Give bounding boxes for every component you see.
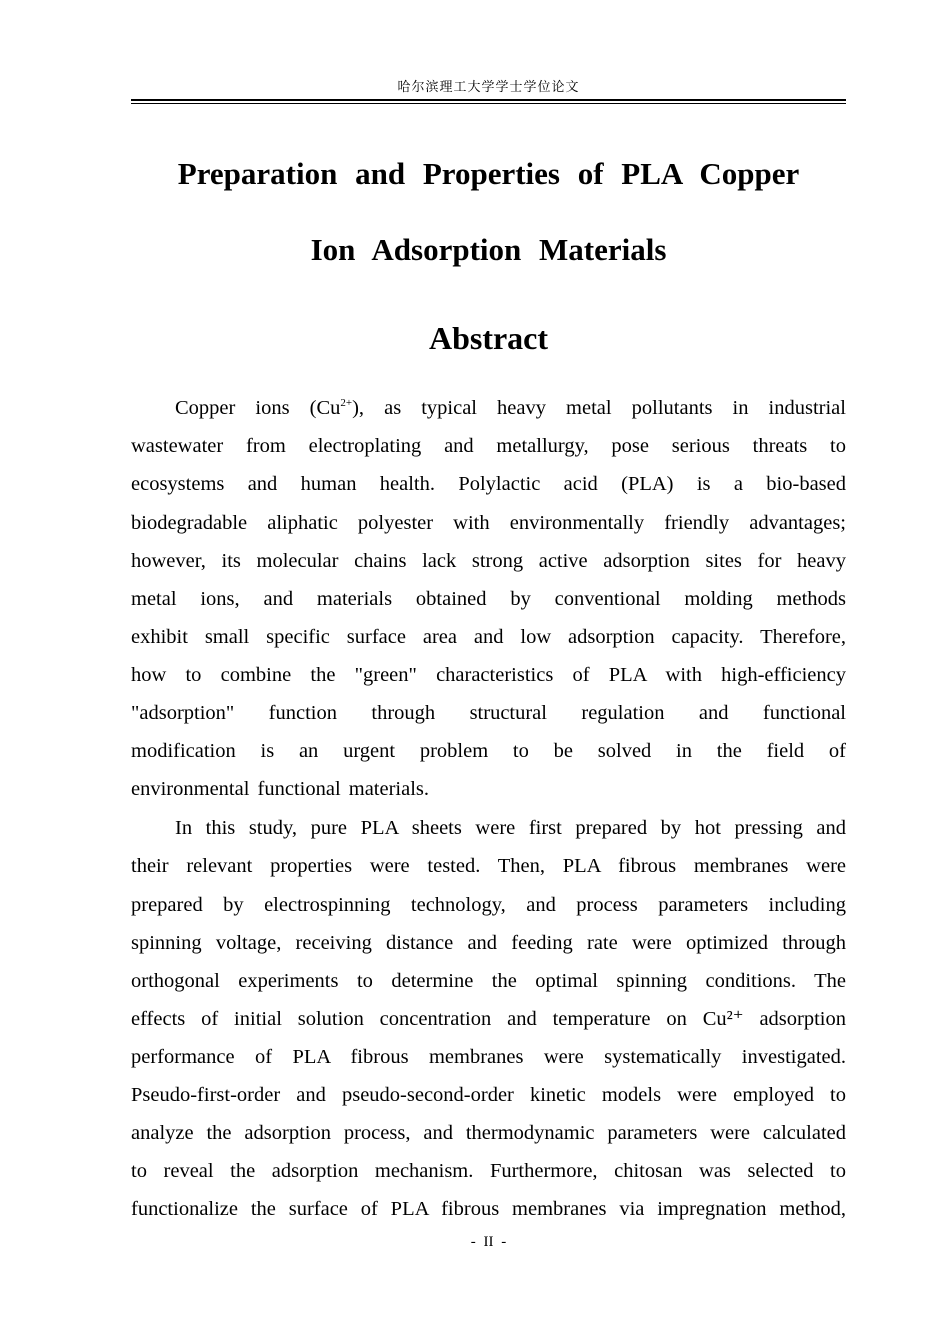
page-number: - II - [470,1234,507,1250]
superscript-charge: 2+ [340,397,353,409]
paragraph-line: performance of PLA fibrous membranes were systematically investigated. [131,1046,846,1068]
paragraph-line: wastewater from electroplating and metallurgy, pose serious threats to [131,435,846,457]
paragraph-line: however, its molecular chains lack strong active adsorption sites for heavy [131,550,846,572]
line-text: Copper ions (Cu [175,397,341,419]
paragraph-line: effects of initial solution concentration and temperature on Cu²⁺ adsorption [131,1008,846,1030]
header-rule-thin [131,103,846,104]
paragraph-line: analyze the adsorption process, and thermodynamic parameters were calculated [131,1122,846,1144]
thesis-title-line-1: Preparation and Properties of PLA Copper [177,156,800,191]
header-rule-thick [131,99,846,101]
header-title: 哈尔滨理工大学学士学位论文 [397,80,580,95]
thesis-title-line-2: Ion Adsorption Materials [310,232,667,267]
paragraph-line: orthogonal experiments to determine the optimal spinning conditions. The [131,970,846,992]
paragraph-line [131,396,846,420]
line-text: ), as typical heavy metal pollutants in industrial [352,397,846,419]
paragraph-line: how to combine the "green" characteristics of PLA with high-efficiency [131,664,846,686]
paragraph-line: metal ions, and materials obtained by conventional molding methods [131,588,846,610]
paragraph-line: to reveal the adsorption mechanism. Furthermore, chitosan was selected to [131,1160,846,1182]
paragraph-line: their relevant properties were tested. Then, PLA fibrous membranes were [131,855,846,877]
paragraph-line: biodegradable aliphatic polyester with environmentally friendly advantages; [131,512,846,534]
paragraph-line: spinning voltage, receiving distance and feeding rate were optimized through [131,932,846,954]
paragraph-line: prepared by electrospinning technology, and process parameters including [131,894,846,916]
paragraph-line: Pseudo-first-order and pseudo-second-order kinetic models were employed to [131,1084,846,1106]
paragraph-line: exhibit small specific surface area and low adsorption capacity. Therefore, [131,626,846,648]
paragraph-line: modification is an urgent problem to be solved in the field of [131,740,846,762]
paragraph-line: environmental functional materials. [131,778,430,800]
paragraph-line: In this study, pure PLA sheets were first prepared by hot pressing and [175,817,846,839]
abstract-heading: Abstract [428,320,549,356]
paragraph-line: functionalize the surface of PLA fibrous membranes via impregnation method, [131,1198,846,1220]
paragraph-line: ecosystems and human health. Polylactic acid (PLA) is a bio-based [131,473,846,495]
paragraph-line: "adsorption" function through structural regulation and functional [131,702,846,724]
